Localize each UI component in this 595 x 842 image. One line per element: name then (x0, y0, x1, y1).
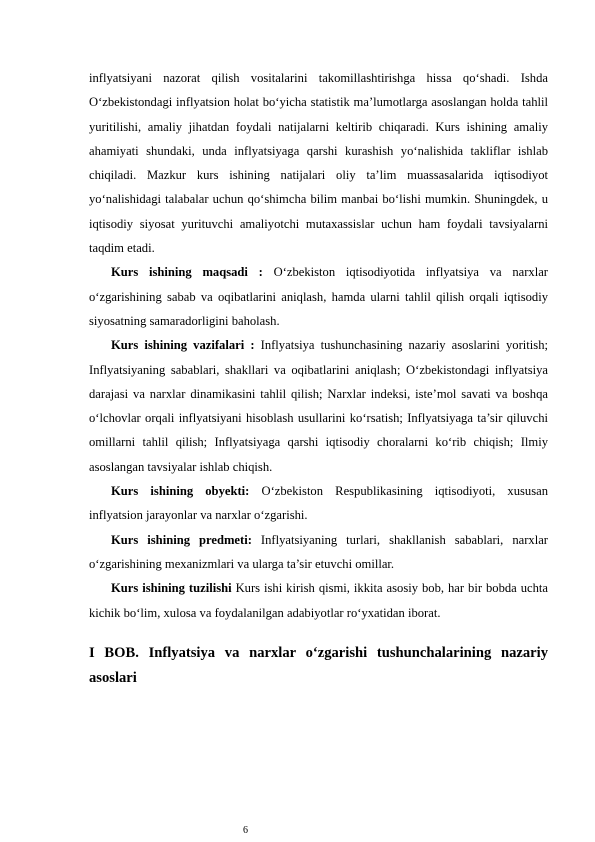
goal-label: Kurs ishining maqsadi : (111, 265, 263, 280)
intro-paragraph: inflyatsiyani nazorat qilish vositalarini takomillashtirishga hissa qo‘shadi. Ishda O‘zbekistondagi inflyatsion holat bo‘yicha statistik ma’lumotlarga asoslangan holda tahlil yuritilishi, amaliy jihatdan foydali natijalarni keltirib chiqaradi. Kurs ishining amaliy ahamiyati shundaki, unda inflyatsiyaga qarshi kurashish yo‘nalishida takliflar ishlab chiqiladi. Mazkur kurs ishining natijalari oliy ta’lim muassasalarida iqtisodiyot yo‘nalishidagi talabalar uchun qo‘shimcha bilim manbai bo‘lishi mumkin. Shuningdek, u iqtisodiy siyosat yurituvchi amaliyotchi mutaxassislar uchun ham foydali tavsiyalarni taqdim etadi. (89, 71, 548, 256)
tasks-paragraph (89, 333, 548, 479)
subject-text: Inflyatsiyaning turlari, shakllanish sabablari, narxlar o‘zgarishining mexanizmlari va ularga ta’sir etuvchi omillar. (89, 532, 548, 571)
structure-label: Kurs ishining tuzilishi (111, 581, 232, 596)
tasks-text: Inflyatsiya tushunchasining nazariy asoslarini yoritish; Inflyatsiyaning sabablari, shakllari va oqibatlarini aniqlash; O‘zbekistondagi inflyatsiya darajasi va narxlar dinamikasini tahlil qilish; Narxlar indeksi, iste’mol savati va boshqa o‘lchovlar orqali inflyatsiyani hisoblash usullarini ko‘rsatish; Inflyatsiyaga ta’sir qiluvchi omillarni tahlil qilish; Inflyatsiyaga qarshi iqtisodiy choralarni ko‘rib chiqish; Ilmiy asoslangan tavsiyalar ishlab chiqish. (89, 338, 548, 474)
tasks-label: Kurs ishining vazifalari : (111, 338, 255, 353)
goal-text: O‘zbekiston iqtisodiyotida inflyatsiya va narxlar o‘zgarishining sabab va oqibatlarini aniqlash, hamda ularni tahlil qilish orqali iqtisodiy siyosatning samaradorligini baholash. (89, 265, 548, 328)
goal-paragraph (89, 260, 548, 333)
page-number: 6 (243, 825, 248, 836)
structure-text: Kurs ishi kirish qismi, ikkita asosiy bob, har bir bobda uchta kichik bo‘lim, xulosa va foydalanilgan adabiyotlar ro‘yxatidan iborat. (89, 581, 548, 620)
chapter-heading: I BOB. Inflyatsiya va narxlar o‘zgarishi tushunchalarining nazariy asoslari (89, 644, 548, 686)
object-text: O‘zbekiston Respublikasining iqtisodiyoti, xususan inflyatsion jarayonlar va narxlar o‘zgarishi. (89, 484, 548, 523)
section-gap (89, 625, 548, 641)
structure-paragraph (89, 576, 548, 625)
object-paragraph (89, 479, 548, 528)
subject-label: Kurs ishining predmeti: (111, 532, 252, 547)
subject-paragraph (89, 528, 548, 577)
document-body (89, 66, 548, 691)
object-label: Kurs ishining obyekti: (111, 484, 250, 499)
